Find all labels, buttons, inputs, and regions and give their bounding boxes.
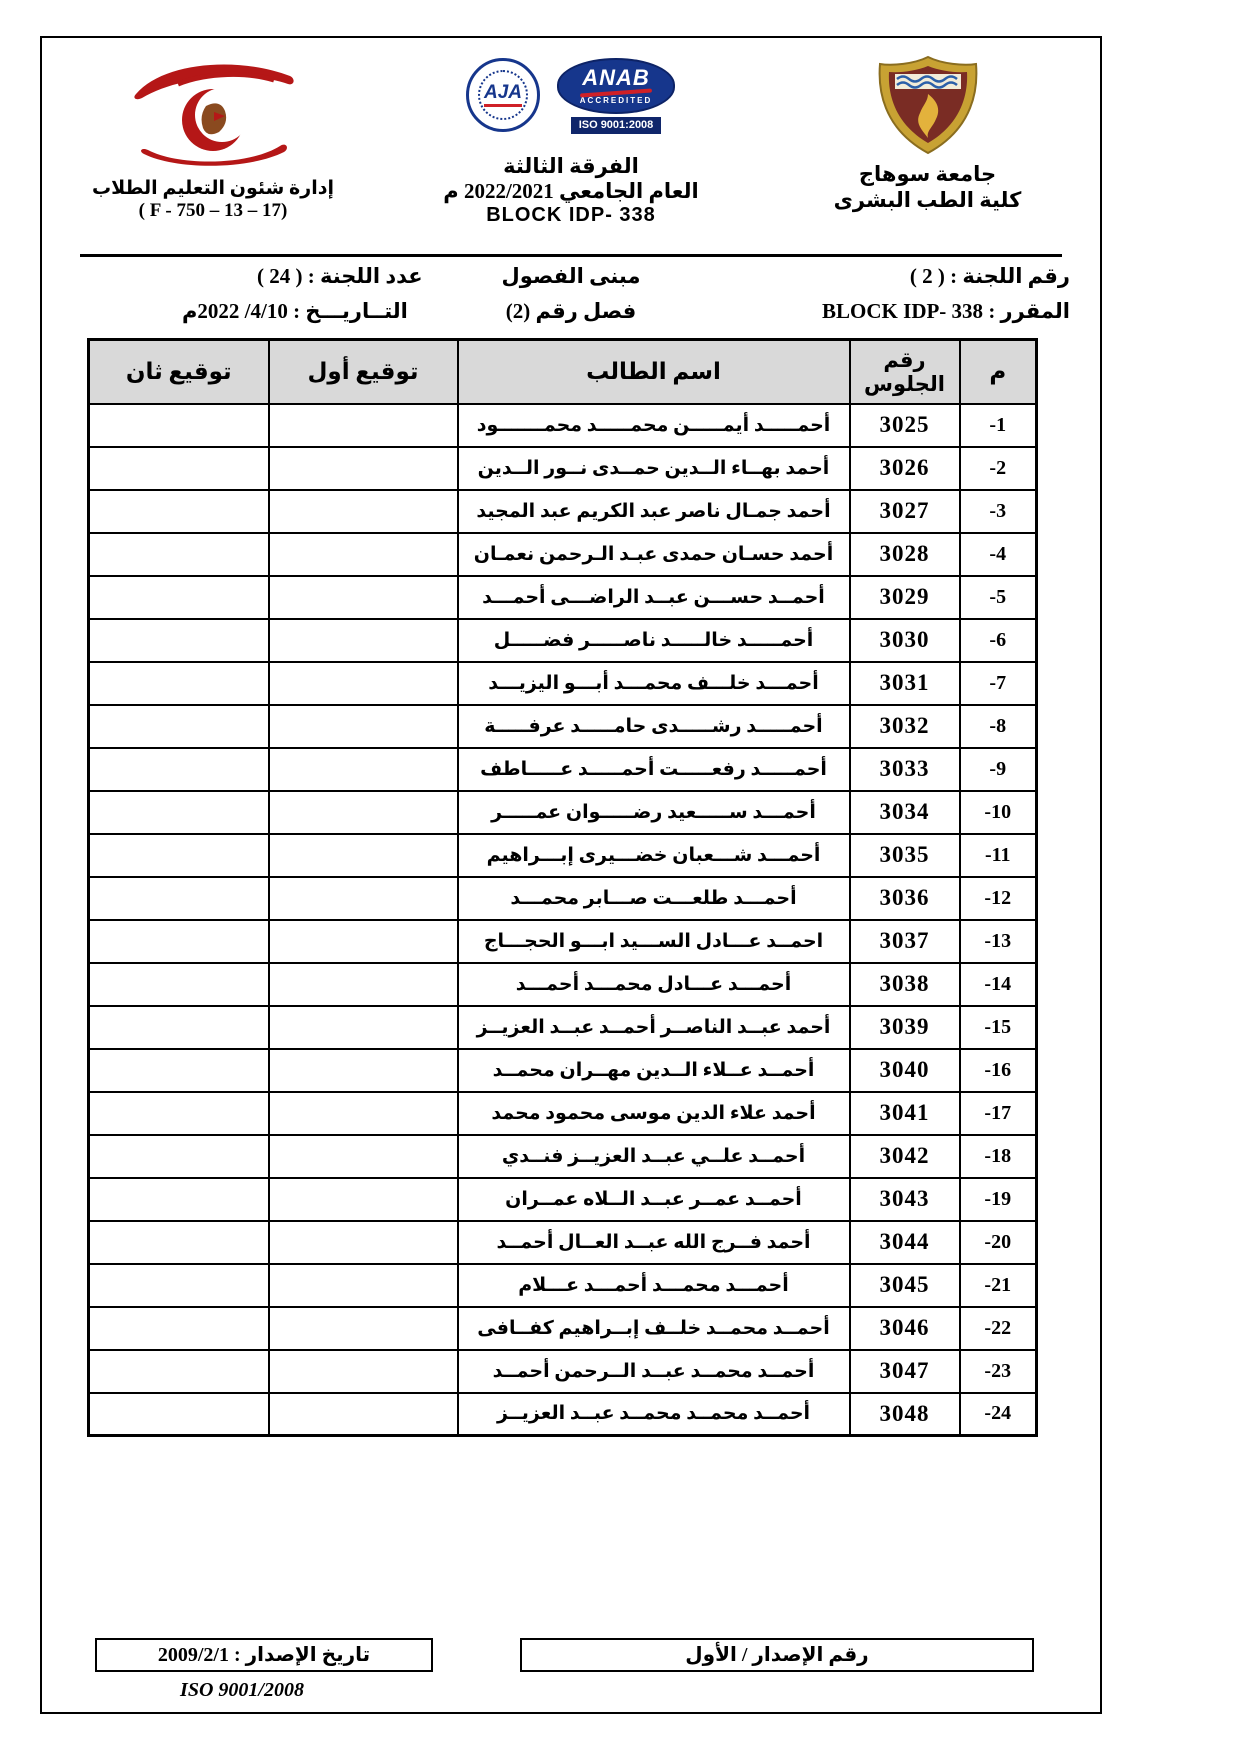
second-signature-cell xyxy=(89,748,269,791)
anab-label: ANAB xyxy=(582,65,650,90)
second-signature-cell xyxy=(89,1350,269,1393)
table-row xyxy=(89,576,1037,619)
iso-standard-note: ISO 9001/2008 xyxy=(180,1679,304,1701)
seat-number: 3032 xyxy=(850,705,960,748)
row-index: -4 xyxy=(960,533,1037,576)
exam-date: التــاريـــخ : 4/10/ 2022م xyxy=(182,299,408,323)
row-index: -14 xyxy=(960,963,1037,1006)
first-signature-cell xyxy=(269,1049,458,1092)
student-name: أحمد فــرج الله عبــد العــال أحمــد xyxy=(458,1221,850,1264)
row-index: -10 xyxy=(960,791,1037,834)
seat-number: 3046 xyxy=(850,1307,960,1350)
student-name: أحمــد عمــر عبــد الــلاه عمــران xyxy=(458,1178,850,1221)
seat-number: 3033 xyxy=(850,748,960,791)
student-name: احمــد عـــادل الســـيد ابـــو الحجـــاج xyxy=(458,920,850,963)
first-signature-cell xyxy=(269,1307,458,1350)
seat-number: 3028 xyxy=(850,533,960,576)
table-row xyxy=(89,533,1037,576)
first-signature-cell xyxy=(269,963,458,1006)
second-signature-cell xyxy=(89,490,269,533)
row-index: -6 xyxy=(960,619,1037,662)
second-signature-cell xyxy=(89,920,269,963)
table-row xyxy=(89,619,1037,662)
first-signature-cell xyxy=(269,1006,458,1049)
first-signature-cell xyxy=(269,1092,458,1135)
first-signature-cell xyxy=(269,834,458,877)
table-row xyxy=(89,877,1037,920)
first-signature-cell xyxy=(269,748,458,791)
student-name: أحمـــد شـــعبان خضـــيرى إبـــراهيم xyxy=(458,834,850,877)
seat-number: 3029 xyxy=(850,576,960,619)
aja-label: AJA xyxy=(484,83,522,107)
second-signature-cell xyxy=(89,576,269,619)
second-signature-cell xyxy=(89,877,269,920)
seat-number: 3027 xyxy=(850,490,960,533)
student-name: أحمــد محمــد خلــف إبــراهيم كفــافى xyxy=(458,1307,850,1350)
second-signature-cell xyxy=(89,1092,269,1135)
department-title: إدارة شئون التعليم الطلاب xyxy=(92,178,334,199)
seat-number: 3030 xyxy=(850,619,960,662)
table-row xyxy=(89,490,1037,533)
first-signature-cell xyxy=(269,1393,458,1436)
second-signature-cell xyxy=(89,662,269,705)
row-index: -9 xyxy=(960,748,1037,791)
row-index: -16 xyxy=(960,1049,1037,1092)
first-signature-cell xyxy=(269,490,458,533)
issue-date-box: تاريخ الإصدار : 2009/2/1 xyxy=(95,1638,433,1672)
table-row xyxy=(89,834,1037,877)
committee-number: رقم اللجنة : ( 2 ) xyxy=(909,264,1070,288)
second-signature-cell xyxy=(89,834,269,877)
col-header-second-signature: توقيع ثان xyxy=(89,340,269,404)
anab-accredited-label: ACCREDITED xyxy=(579,96,653,105)
student-rows xyxy=(89,404,1037,1436)
table-row xyxy=(89,963,1037,1006)
second-signature-cell xyxy=(89,1393,269,1436)
seat-number: 3044 xyxy=(850,1221,960,1264)
seat-number: 3048 xyxy=(850,1393,960,1436)
student-name: أحمـــد عـــادل محمـــد أحمـــد xyxy=(458,963,850,1006)
building-name: مبنى الفصول xyxy=(501,264,641,288)
academic-year: العام الجامعي 2022/2021 م xyxy=(443,179,699,203)
grade-title: الفرقة الثالثة xyxy=(503,154,639,178)
second-signature-cell xyxy=(89,1307,269,1350)
student-name: أحمــد علــي عبــد العزيــز فنــدي xyxy=(458,1135,850,1178)
table-row xyxy=(89,404,1037,447)
student-name: أحمــد محمــد عبــد الــرحمن أحمــد xyxy=(458,1350,850,1393)
first-signature-cell xyxy=(269,1264,458,1307)
table-row xyxy=(89,1092,1037,1135)
table-row xyxy=(89,1307,1037,1350)
block-code: BLOCK IDP- 338 xyxy=(486,204,656,226)
row-index: -21 xyxy=(960,1264,1037,1307)
anab-accreditation-badge xyxy=(556,58,676,134)
table-row xyxy=(89,447,1037,490)
seat-number: 3031 xyxy=(850,662,960,705)
anab-oval-icon xyxy=(557,58,675,114)
classroom-number: فصل رقم (2) xyxy=(505,299,637,323)
second-signature-cell xyxy=(89,404,269,447)
student-name: أحمـــد خلـــف محمـــد أبـــو اليزيـــد xyxy=(458,662,850,705)
student-name: أحمــد حســـن عبــد الراضـــى أحمـــد xyxy=(458,576,850,619)
header-right-block xyxy=(810,54,1045,214)
table-row xyxy=(89,1393,1037,1436)
seat-number: 3036 xyxy=(850,877,960,920)
table-header-row xyxy=(89,340,1037,404)
second-signature-cell xyxy=(89,533,269,576)
table-row xyxy=(89,705,1037,748)
student-name: أحمـــد طلعـــت صـــابر محمـــد xyxy=(458,877,850,920)
table-row xyxy=(89,1221,1037,1264)
row-index: -15 xyxy=(960,1006,1037,1049)
row-index: -13 xyxy=(960,920,1037,963)
seat-number: 3025 xyxy=(850,404,960,447)
second-signature-cell xyxy=(89,1221,269,1264)
faculty-name: كلية الطب البشرى xyxy=(833,188,1022,213)
committee-info-line xyxy=(42,264,1100,296)
first-signature-cell xyxy=(269,404,458,447)
first-signature-cell xyxy=(269,791,458,834)
second-signature-cell xyxy=(89,705,269,748)
student-name: أحمد علاء الدين موسى محمود محمد xyxy=(458,1092,850,1135)
seat-number: 3045 xyxy=(850,1264,960,1307)
second-signature-cell xyxy=(89,963,269,1006)
faculty-of-medicine-logo-icon xyxy=(118,54,308,170)
seat-number: 3047 xyxy=(850,1350,960,1393)
row-index: -5 xyxy=(960,576,1037,619)
row-index: -18 xyxy=(960,1135,1037,1178)
second-signature-cell xyxy=(89,1049,269,1092)
course-code: المقرر : BLOCK IDP- 338 xyxy=(822,299,1070,323)
first-signature-cell xyxy=(269,1135,458,1178)
second-signature-cell xyxy=(89,1264,269,1307)
second-signature-cell xyxy=(89,619,269,662)
aja-registrars-badge xyxy=(466,58,540,132)
first-signature-cell xyxy=(269,662,458,705)
accreditation-badges xyxy=(401,58,741,150)
row-index: -11 xyxy=(960,834,1037,877)
student-name: أحمد بهــاء الــدين حمــدى نــور الــدين xyxy=(458,447,850,490)
second-signature-cell xyxy=(89,1006,269,1049)
header-divider xyxy=(80,254,1062,257)
second-signature-cell xyxy=(89,791,269,834)
first-signature-cell xyxy=(269,576,458,619)
seat-number: 3026 xyxy=(850,447,960,490)
col-header-student-name: اسم الطالب xyxy=(458,340,850,404)
row-index: -19 xyxy=(960,1178,1037,1221)
attendance-table xyxy=(87,338,1038,1437)
student-name: أحمـــــد أيمـــــن محمـــــد محمـــــــود xyxy=(458,404,850,447)
row-index: -7 xyxy=(960,662,1037,705)
table-row xyxy=(89,1135,1037,1178)
row-index: -24 xyxy=(960,1393,1037,1436)
student-name: أحمـــد محمـــد أحمـــد عـــلام xyxy=(458,1264,850,1307)
seat-number: 3034 xyxy=(850,791,960,834)
table-row xyxy=(89,1264,1037,1307)
university-name: جامعة سوهاج xyxy=(858,162,997,186)
col-header-index: م xyxy=(960,340,1037,404)
iso-certification-label: ISO 9001:2008 xyxy=(571,117,662,134)
seat-number: 3035 xyxy=(850,834,960,877)
course-info-line xyxy=(42,299,1100,331)
seat-number: 3041 xyxy=(850,1092,960,1135)
row-index: -3 xyxy=(960,490,1037,533)
table-row xyxy=(89,1350,1037,1393)
student-name: أحمد حسـان حمدى عبـد الـرحمن نعمـان xyxy=(458,533,850,576)
form-code: ( F - 750 – 13 – 17) xyxy=(138,200,288,221)
seat-number: 3040 xyxy=(850,1049,960,1092)
col-header-first-signature: توقيع أول xyxy=(269,340,458,404)
second-signature-cell xyxy=(89,1178,269,1221)
document-page xyxy=(40,36,1102,1714)
first-signature-cell xyxy=(269,619,458,662)
seat-number: 3043 xyxy=(850,1178,960,1221)
first-signature-cell xyxy=(269,705,458,748)
first-signature-cell xyxy=(269,533,458,576)
header-left-block xyxy=(87,54,339,222)
first-signature-cell xyxy=(269,877,458,920)
second-signature-cell xyxy=(89,447,269,490)
row-index: -22 xyxy=(960,1307,1037,1350)
first-signature-cell xyxy=(269,447,458,490)
row-index: -1 xyxy=(960,404,1037,447)
table-row xyxy=(89,662,1037,705)
seat-number: 3037 xyxy=(850,920,960,963)
seat-number: 3038 xyxy=(850,963,960,1006)
second-signature-cell xyxy=(89,1135,269,1178)
table-row xyxy=(89,920,1037,963)
row-index: -2 xyxy=(960,447,1037,490)
student-name: أحمـــد ســـــعيد رضـــــوان عمـــــر xyxy=(458,791,850,834)
row-index: -12 xyxy=(960,877,1037,920)
first-signature-cell xyxy=(269,920,458,963)
first-signature-cell xyxy=(269,1178,458,1221)
university-crest-icon xyxy=(872,54,984,156)
table-row xyxy=(89,1049,1037,1092)
table-row xyxy=(89,791,1037,834)
issue-number-box: رقم الإصدار / الأول xyxy=(520,1638,1034,1672)
row-index: -17 xyxy=(960,1092,1037,1135)
seat-number: 3042 xyxy=(850,1135,960,1178)
first-signature-cell xyxy=(269,1221,458,1264)
student-name: أحمــد عــلاء الــدين مهــران محمــد xyxy=(458,1049,850,1092)
student-name: أحمـــــد رفعـــــت أحمـــــد عـــــاطف xyxy=(458,748,850,791)
table-row xyxy=(89,1178,1037,1221)
student-name: أحمـــــد خالـــــد ناصـــــر فضـــــل xyxy=(458,619,850,662)
seat-number: 3039 xyxy=(850,1006,960,1049)
row-index: -8 xyxy=(960,705,1037,748)
row-index: -23 xyxy=(960,1350,1037,1393)
table-row xyxy=(89,1006,1037,1049)
student-name: أحمد جمـال ناصر عبد الكريم عبد المجيد xyxy=(458,490,850,533)
header-center-block xyxy=(401,58,741,227)
student-name: أحمــد محمــد محمــد عبــد العزيــز xyxy=(458,1393,850,1436)
col-header-seat-number: رقم الجلوس xyxy=(850,340,960,404)
student-name: أحمـــــد رشـــــدى حامـــــد عرفـــــة xyxy=(458,705,850,748)
committee-count: عدد اللجنة : ( 24 ) xyxy=(257,264,423,288)
student-name: أحمد عبــد الناصــر أحمــد عبــد العزيــز xyxy=(458,1006,850,1049)
table-row xyxy=(89,748,1037,791)
first-signature-cell xyxy=(269,1350,458,1393)
row-index: -20 xyxy=(960,1221,1037,1264)
